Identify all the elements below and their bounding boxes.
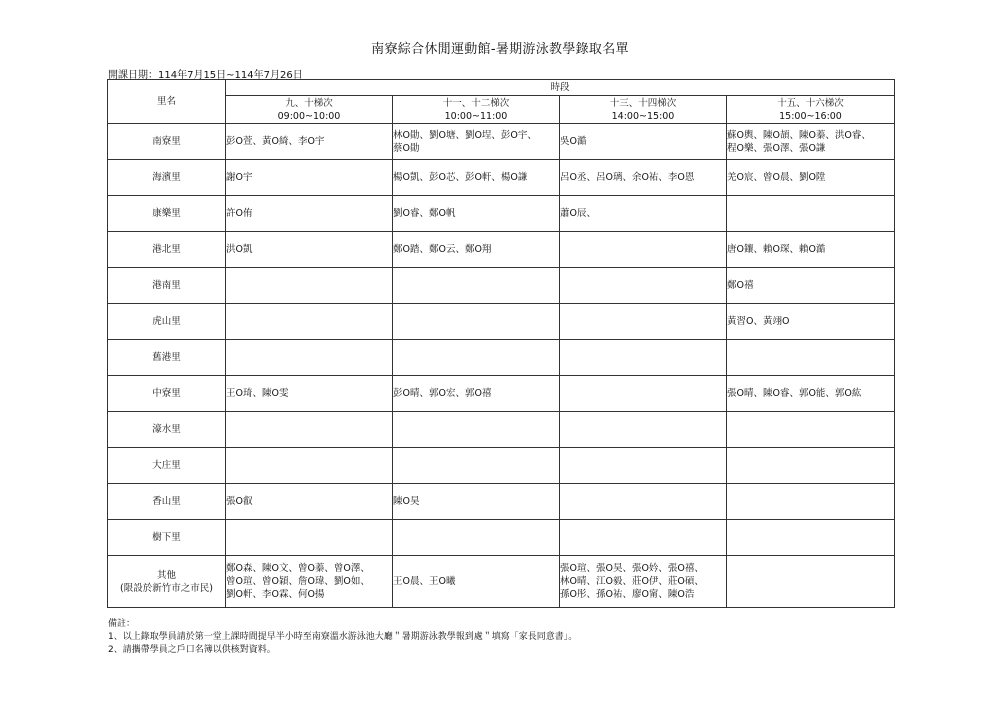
course-date: 開課日期：114年7月15日~114年7月26日 xyxy=(108,70,303,81)
student-names-cell: 彭O萱、黃O綺、李O宇 xyxy=(226,124,393,160)
slot-header-row xyxy=(108,96,895,124)
student-names-cell xyxy=(393,340,560,376)
page-title: 南寮綜合休閒運動館-暑期游泳教學錄取名單 xyxy=(371,42,629,57)
slot-time: 15:00~16:00 xyxy=(779,110,842,122)
student-names-cell: 羌O宸、曾O晨、劉O陞 xyxy=(727,160,895,196)
village-name: 濠水里 xyxy=(108,412,226,448)
slot-time: 10:00~11:00 xyxy=(444,110,508,122)
student-names-cell xyxy=(393,412,560,448)
student-names-cell xyxy=(560,268,727,304)
student-names-cell: 洪O凱 xyxy=(226,232,393,268)
student-names-cell: 黃習O、黃翊O xyxy=(727,304,895,340)
village-header: 里名 xyxy=(108,80,226,124)
student-names-cell xyxy=(560,232,727,268)
village-name: 樹下里 xyxy=(108,520,226,556)
student-names-cell: 陳O昊 xyxy=(393,484,560,520)
village-name: 虎山里 xyxy=(108,304,226,340)
period-header: 時段 xyxy=(226,80,895,96)
table-row xyxy=(108,196,895,232)
student-names-cell: 王O晨、王O曦 xyxy=(393,556,560,608)
table-row xyxy=(108,232,895,268)
student-names-cell xyxy=(727,412,895,448)
student-names-cell xyxy=(226,340,393,376)
table-row xyxy=(108,376,895,412)
student-names-cell: 鄭O森、陳O文、曾O蓁、曾O澤、 曾O瑄、曾O穎、詹O瑋、劉O如、 劉O軒、李O霖、何O揚 xyxy=(226,556,393,608)
village-name: 海濱里 xyxy=(108,160,226,196)
student-names-cell xyxy=(727,556,895,608)
student-names-cell xyxy=(560,376,727,412)
student-names-cell: 唐O鑲、賴O琛、賴O澔 xyxy=(727,232,895,268)
student-names-cell xyxy=(393,448,560,484)
student-names-cell: 林O勛、劉O塘、劉O埕、彭O宇、 蔡O勛 xyxy=(393,124,560,160)
student-names-cell: 蘇O輿、陳O頡、陳O蓁、洪O睿、 程O樂、張O澤、張O謙 xyxy=(727,124,895,160)
student-names-cell xyxy=(727,196,895,232)
table-row xyxy=(108,124,895,160)
student-names-cell: 蕭O辰、 xyxy=(560,196,727,232)
slot-name: 十三、十四梯次 xyxy=(609,97,677,109)
student-names-cell xyxy=(393,268,560,304)
student-names-cell: 張O晴、陳O睿、郭O能、郭O紘 xyxy=(727,376,895,412)
student-names-cell: 張O瑄、張O昊、張O妗、張O禧、 林O晴、江O毅、莊O伊、莊O碩、 孫O彤、孫O祐、廖O甯、陳O浩 xyxy=(560,556,727,608)
notes-heading: 備註： xyxy=(108,619,136,629)
slot-header xyxy=(727,96,895,124)
student-names-cell xyxy=(560,304,727,340)
slot-name: 十一、十二梯次 xyxy=(442,97,510,109)
village-name: 其他 (限設於新竹市之市民) xyxy=(108,556,226,608)
table-row xyxy=(108,412,895,448)
notes xyxy=(108,618,577,657)
student-names-cell xyxy=(226,412,393,448)
slot-header xyxy=(226,96,393,124)
village-name: 香山里 xyxy=(108,484,226,520)
note-item: 1、以上錄取學員請於第一堂上課時間提早半小時至南寮溫水游泳池大廳＂暑期游泳教學報到處＂填寫「家長同意書」。 xyxy=(108,632,578,642)
student-names-cell xyxy=(560,520,727,556)
student-names-cell xyxy=(226,268,393,304)
student-names-cell xyxy=(560,412,727,448)
village-name: 南寮里 xyxy=(108,124,226,160)
table-row xyxy=(108,160,895,196)
student-names-cell xyxy=(727,520,895,556)
student-names-cell: 彭O晴、郭O宏、郭O禧 xyxy=(393,376,560,412)
student-names-cell xyxy=(560,340,727,376)
table-row xyxy=(108,520,895,556)
roster-table xyxy=(107,79,895,608)
table-row xyxy=(108,448,895,484)
slot-name: 九、十梯次 xyxy=(285,97,333,109)
village-name: 港南里 xyxy=(108,268,226,304)
student-names-cell: 許O侑 xyxy=(226,196,393,232)
student-names-cell xyxy=(560,484,727,520)
student-names-cell xyxy=(226,448,393,484)
table-row xyxy=(108,340,895,376)
student-names-cell xyxy=(226,304,393,340)
table-row xyxy=(108,484,895,520)
student-names-cell: 吳O澔 xyxy=(560,124,727,160)
slot-time: 09:00~10:00 xyxy=(277,110,341,122)
student-names-cell: 呂O丞、呂O璃、余O祐、李O恩 xyxy=(560,160,727,196)
student-names-cell xyxy=(393,304,560,340)
village-name: 大庄里 xyxy=(108,448,226,484)
student-names-cell: 謝O宇 xyxy=(226,160,393,196)
student-names-cell xyxy=(226,520,393,556)
village-name: 中寮里 xyxy=(108,376,226,412)
table-row xyxy=(108,268,895,304)
student-names-cell xyxy=(560,448,727,484)
slot-name: 十五、十六梯次 xyxy=(777,97,844,109)
roster-body xyxy=(108,124,895,608)
student-names-cell xyxy=(727,448,895,484)
village-name: 港北里 xyxy=(108,232,226,268)
student-names-cell: 鄭O踏、鄭O云、鄭O翔 xyxy=(393,232,560,268)
student-names-cell: 楊O凱、彭O芯、彭O軒、楊O謙 xyxy=(393,160,560,196)
table-row xyxy=(108,556,895,608)
student-names-cell: 鄭O禧 xyxy=(727,268,895,304)
student-names-cell xyxy=(393,520,560,556)
slot-header xyxy=(560,96,727,124)
student-names-cell: 王O琦、陳O雯 xyxy=(226,376,393,412)
table-row xyxy=(108,304,895,340)
student-names-cell xyxy=(727,340,895,376)
table-header-row xyxy=(108,80,895,96)
slot-time: 14:00~15:00 xyxy=(611,110,675,122)
village-name: 康樂里 xyxy=(108,196,226,232)
slot-header xyxy=(393,96,560,124)
note-item: 2、請攜帶學員之戶口名簿以供核對資料。 xyxy=(108,645,276,655)
student-names-cell: 劉O睿、鄭O帆 xyxy=(393,196,560,232)
student-names-cell: 張O叡 xyxy=(226,484,393,520)
village-name: 舊港里 xyxy=(108,340,226,376)
student-names-cell xyxy=(727,484,895,520)
